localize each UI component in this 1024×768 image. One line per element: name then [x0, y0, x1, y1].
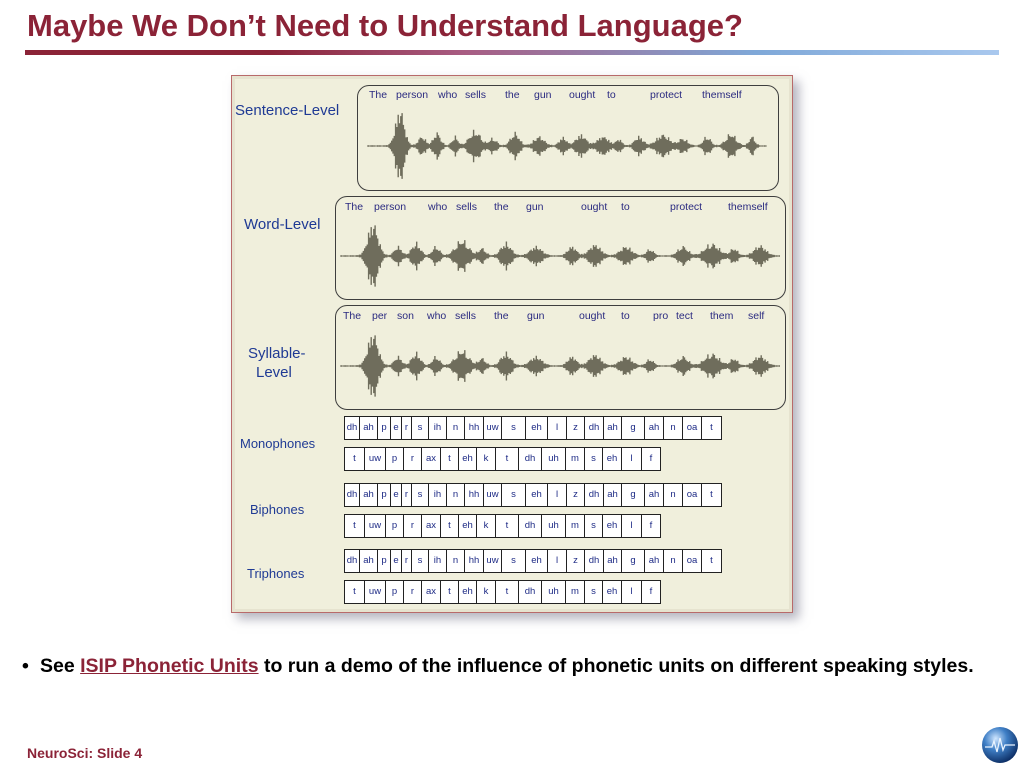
- phone-cell: f: [649, 453, 653, 464]
- word-label: to: [621, 310, 630, 322]
- word-label: sells: [456, 201, 478, 213]
- phone-cell: l: [622, 515, 642, 537]
- slide-title: Maybe We Don’t Need to Understand Language?: [27, 8, 743, 43]
- phone-cell: n: [664, 550, 683, 572]
- phone-cell: ih: [429, 550, 447, 572]
- phone-cell: uh: [542, 515, 566, 537]
- word-label: the: [505, 89, 520, 101]
- sentence-level-label: Sentence-Level: [235, 102, 340, 119]
- phone-cell: f: [649, 520, 653, 531]
- phone-cell: z: [567, 484, 585, 506]
- phone-cell: m: [566, 581, 585, 603]
- word-label: The: [343, 310, 362, 322]
- phone-cell: p: [386, 515, 404, 537]
- phone-cell: oa: [683, 550, 702, 572]
- word-label: tect: [676, 310, 693, 322]
- word-label: the: [494, 201, 509, 213]
- word-waveform: [340, 216, 780, 296]
- word-label: themself: [728, 201, 768, 213]
- phone-cell: ah: [360, 484, 378, 506]
- phone-cell: r: [402, 484, 412, 506]
- isip-phonetic-units-link[interactable]: ISIP Phonetic Units: [80, 655, 259, 677]
- phone-cell: ah: [360, 417, 378, 439]
- phone-cell: dh: [585, 550, 604, 572]
- word-label: who: [438, 89, 458, 101]
- syllable-level-label-line1: Syllable-: [248, 345, 306, 362]
- phone-cell: t: [710, 489, 713, 500]
- phone-cell: p: [378, 417, 391, 439]
- phone-cell: r: [402, 550, 412, 572]
- neurosci-globe-logo-icon: [980, 725, 1020, 765]
- monophone-row-2: [344, 447, 661, 471]
- phone-cell: uw: [484, 417, 502, 439]
- phone-cell: n: [664, 484, 683, 506]
- phone-cell: p: [386, 581, 404, 603]
- triphone-row-2: [344, 580, 661, 604]
- phone-cell: s: [585, 515, 603, 537]
- phone-cell: eh: [603, 581, 622, 603]
- phone-cell: s: [502, 550, 526, 572]
- phone-cell: ah: [645, 550, 664, 572]
- phone-cell: dh: [519, 515, 542, 537]
- sentence-waveform: [367, 103, 767, 189]
- phone-cell: oa: [683, 484, 702, 506]
- word-label: who: [428, 201, 448, 213]
- phone-cell: uh: [542, 581, 566, 603]
- phone-cell: p: [378, 484, 391, 506]
- triphone-row-1: [344, 549, 722, 573]
- word-label: person: [396, 89, 429, 101]
- phone-cell: n: [447, 484, 465, 506]
- biphone-row-2: [344, 514, 661, 538]
- phone-cell: t: [441, 448, 459, 470]
- word-label: to: [621, 201, 630, 213]
- phone-cell: k: [477, 581, 496, 603]
- word-label: son: [397, 310, 414, 322]
- phone-cell: t: [496, 515, 519, 537]
- bullet-suffix: to run a demo of the influence of phonetic units on different speaking styles.: [263, 655, 974, 677]
- phone-cell: eh: [526, 417, 548, 439]
- phone-cell: t: [441, 515, 459, 537]
- word-label: ought: [579, 310, 606, 322]
- bullet-dot: •: [22, 655, 29, 677]
- phone-cell: hh: [465, 417, 484, 439]
- phone-cell: l: [622, 581, 642, 603]
- phone-cell: t: [345, 448, 365, 470]
- phone-cell: r: [402, 417, 412, 439]
- phone-cell: s: [412, 550, 429, 572]
- word-label: The: [345, 201, 364, 213]
- phone-cell: k: [477, 448, 496, 470]
- phone-cell: g: [622, 484, 645, 506]
- bullet-prefix: See: [40, 655, 75, 677]
- phone-cell: s: [585, 448, 603, 470]
- word-label: gun: [526, 201, 544, 213]
- word-label: who: [427, 310, 447, 322]
- phone-cell: s: [502, 484, 526, 506]
- phone-cell: m: [566, 515, 585, 537]
- phone-cell: g: [622, 417, 645, 439]
- phone-cell: p: [386, 448, 404, 470]
- syllable-waveform: [340, 326, 780, 406]
- phone-cell: n: [447, 417, 465, 439]
- monophones-label: Monophones: [240, 436, 316, 451]
- phone-cell: s: [412, 417, 429, 439]
- phone-cell: ax: [422, 448, 441, 470]
- phone-cell: dh: [345, 417, 360, 439]
- phone-cell: uw: [365, 448, 386, 470]
- word-label: the: [494, 310, 509, 322]
- triphones-label: Triphones: [247, 566, 305, 581]
- phone-cell: ax: [422, 515, 441, 537]
- word-label: protect: [650, 89, 683, 101]
- word-label: ought: [569, 89, 596, 101]
- phone-cell: hh: [465, 550, 484, 572]
- phone-cell: t: [710, 422, 713, 433]
- phone-cell: eh: [526, 550, 548, 572]
- phone-cell: p: [378, 550, 391, 572]
- word-label: ought: [581, 201, 608, 213]
- word-level-label: Word-Level: [244, 216, 321, 233]
- phone-cell: ah: [604, 484, 622, 506]
- phone-cell: n: [664, 417, 683, 439]
- word-label: protect: [670, 201, 703, 213]
- phone-cell: m: [566, 448, 585, 470]
- phone-cell: t: [496, 581, 519, 603]
- title-divider: [25, 50, 999, 55]
- phone-cell: t: [496, 448, 519, 470]
- phone-cell: ah: [645, 484, 664, 506]
- phone-cell: t: [345, 515, 365, 537]
- phone-cell: uw: [365, 515, 386, 537]
- word-label: to: [607, 89, 616, 101]
- phone-cell: n: [447, 550, 465, 572]
- phone-cell: eh: [526, 484, 548, 506]
- phone-cell: dh: [345, 484, 360, 506]
- bullet-text: [40, 651, 980, 681]
- phone-cell: uw: [484, 484, 502, 506]
- phone-cell: l: [548, 417, 567, 439]
- phone-cell: g: [622, 550, 645, 572]
- word-label: person: [374, 201, 407, 213]
- phone-cell: l: [622, 448, 642, 470]
- phone-cell: l: [548, 484, 567, 506]
- phone-cell: eh: [459, 515, 477, 537]
- phone-cell: f: [649, 586, 653, 597]
- phone-cell: uw: [484, 550, 502, 572]
- biphones-label: Biphones: [250, 502, 305, 517]
- word-label: themself: [702, 89, 742, 101]
- word-label: The: [369, 89, 388, 101]
- phone-cell: uh: [542, 448, 566, 470]
- phone-cell: oa: [683, 417, 702, 439]
- phone-cell: eh: [459, 448, 477, 470]
- phone-cell: s: [412, 484, 429, 506]
- phone-cell: r: [404, 448, 422, 470]
- phonetic-units-figure: [231, 75, 793, 613]
- word-label: pro: [653, 310, 669, 322]
- phone-cell: t: [345, 581, 365, 603]
- phone-cell: ax: [422, 581, 441, 603]
- phone-cell: z: [567, 417, 585, 439]
- phone-cell: s: [585, 581, 603, 603]
- word-label: them: [710, 310, 734, 322]
- phone-cell: r: [404, 581, 422, 603]
- phone-cell: ah: [604, 417, 622, 439]
- phone-cell: eh: [603, 515, 622, 537]
- word-label: per: [372, 310, 388, 322]
- phone-cell: e: [391, 417, 402, 439]
- syllable-level-label-line2: Level: [256, 364, 292, 381]
- biphone-row-1: [344, 483, 722, 507]
- phone-cell: ah: [604, 550, 622, 572]
- phone-cell: z: [567, 550, 585, 572]
- phone-cell: dh: [345, 550, 360, 572]
- phone-cell: s: [502, 417, 526, 439]
- slide-footer: NeuroSci: Slide 4: [27, 745, 143, 761]
- phone-cell: ah: [645, 417, 664, 439]
- phone-cell: hh: [465, 484, 484, 506]
- word-label: sells: [465, 89, 487, 101]
- phone-cell: dh: [519, 448, 542, 470]
- phone-cell: e: [391, 550, 402, 572]
- phone-cell: ah: [360, 550, 378, 572]
- phone-cell: eh: [603, 448, 622, 470]
- phone-cell: dh: [585, 484, 604, 506]
- phone-cell: dh: [519, 581, 542, 603]
- phone-cell: uw: [365, 581, 386, 603]
- phone-cell: ih: [429, 484, 447, 506]
- phone-cell: e: [391, 484, 402, 506]
- word-label: sells: [455, 310, 477, 322]
- phone-cell: r: [404, 515, 422, 537]
- word-label: self: [748, 310, 765, 322]
- word-label: gun: [527, 310, 545, 322]
- monophone-row-1: [344, 416, 722, 440]
- phone-cell: eh: [459, 581, 477, 603]
- word-label: gun: [534, 89, 552, 101]
- phone-cell: k: [477, 515, 496, 537]
- phone-cell: t: [441, 581, 459, 603]
- phone-cell: ih: [429, 417, 447, 439]
- phone-cell: dh: [585, 417, 604, 439]
- phone-cell: t: [710, 555, 713, 566]
- phone-cell: l: [548, 550, 567, 572]
